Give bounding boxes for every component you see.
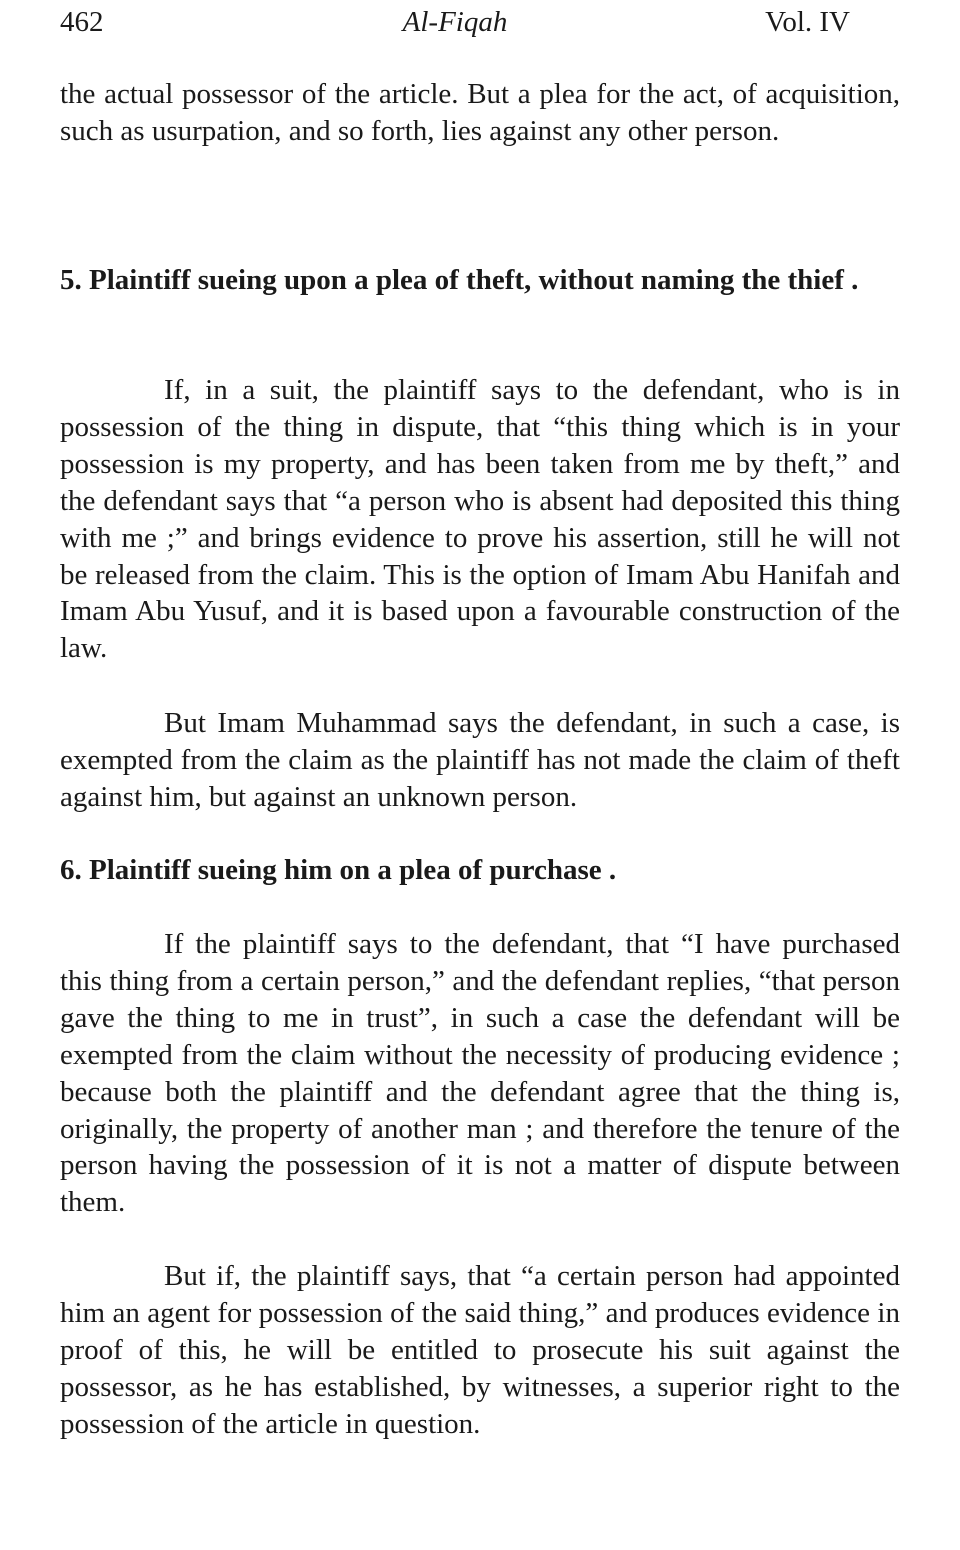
volume-label: Vol. IV xyxy=(765,6,850,38)
section-heading-6: 6. Plaintiff sueing him on a plea of purchase . xyxy=(60,854,617,886)
section-6-paragraph-2: But if, the plaintiff says, that “a certain person had appointed him an agent for possession of the said thing,” and produces evidence in proof of this, he will be entitled to prosecute his suit against the possessor, as he has established, by witnesses, a superior right to the possession of the article in question. xyxy=(60,1260,900,1440)
section-5-paragraph-2: But Imam Muhammad says the defendant, in such a case, is exempted from the claim as the plaintiff has not made the claim of theft against him, but against an unknown person. xyxy=(60,707,900,813)
page-number: 462 xyxy=(60,6,104,38)
section-heading-5: 5. Plaintiff sueing upon a plea of theft, without naming the thief . xyxy=(60,264,859,296)
section-6-paragraph-1: If the plaintiff says to the defendant, that “I have purchased this thing from a certain person,” and the defendant replies, “that person gave the thing to me in trust”, in such a case the defendant will be exempted from the claim without the necessity of producing evidence ; because both the plaintiff and the defendant agree that the thing is, originally, the property of another man ; and therefore the tenure of the person having the possession of it is not a matter of dispute between them. xyxy=(60,928,900,1219)
running-head xyxy=(60,2,850,42)
intro-paragraph: the actual possessor of the article. But a plea for the act, of acquisition, such as usurpation, and so forth, lies against any other person. xyxy=(60,78,900,147)
section-5-paragraph-1: If, in a suit, the plaintiff says to the defendant, who is in possession of the thing in dispute, that “this thing which is in your possession is my property, and has been taken from me by theft,” and the defendant says that “a person who is absent had deposited this thing with me ;” and brings evidence to prove his assertion, still he will not be released from the claim. This is the option of Imam Abu Hanifah and Imam Abu Yusuf, and it is based upon a favourable construction of the law. xyxy=(60,374,900,665)
book-title: Al-Fiqah xyxy=(402,6,508,38)
